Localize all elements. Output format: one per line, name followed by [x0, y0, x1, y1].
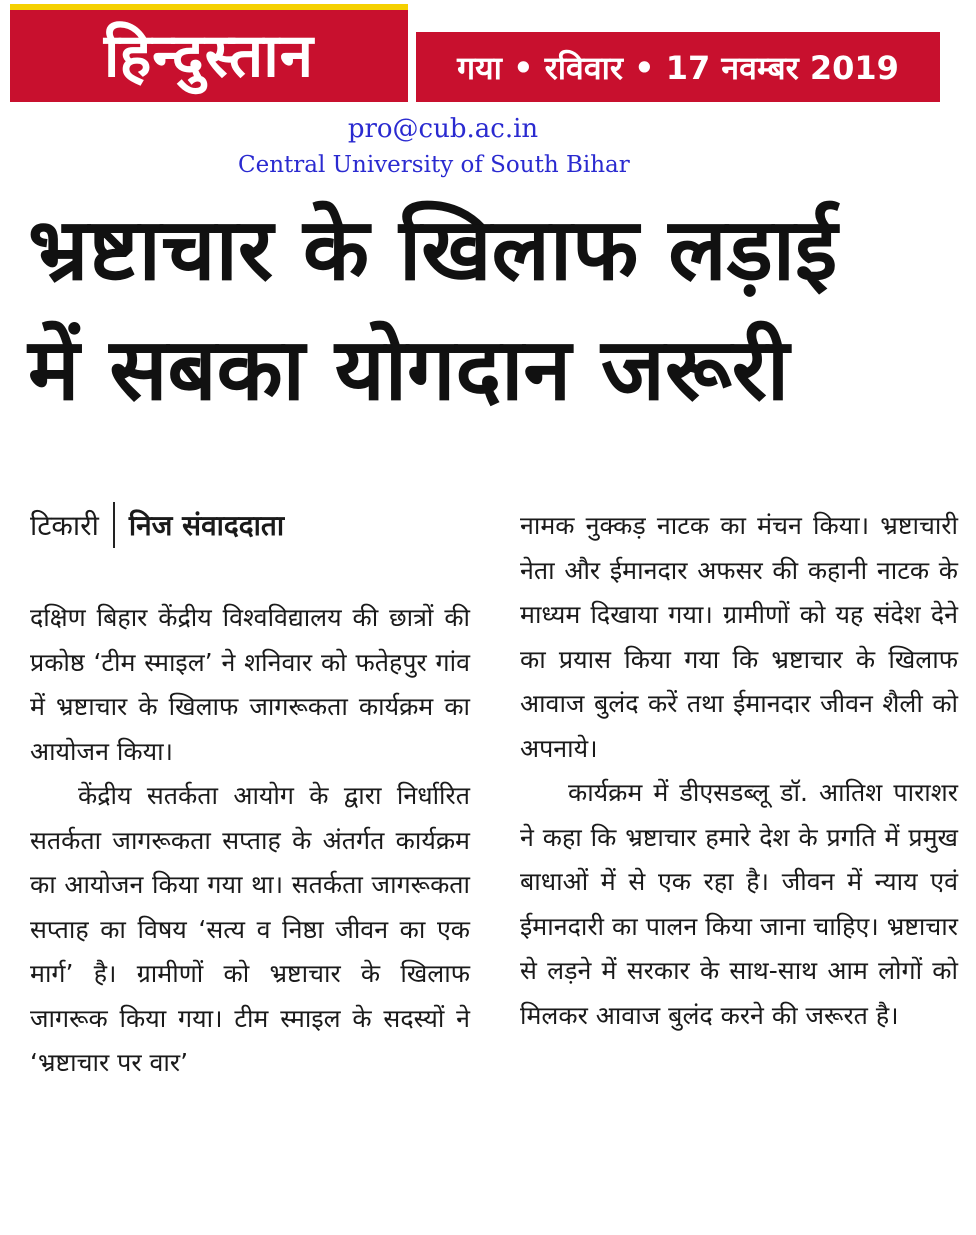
article-paragraph: नामक नुक्कड़ नाटक का मंचन किया। भ्रष्टाचारी नेता और ईमानदार अफसर की कहानी नाटक के माध्यम दिखाया गया। ग्रामीणों को यह संदेश देने का प्रयास किया गया कि भ्रष्टाचार के खिलाफ आवाज बुलंद करें तथा ईमानदार जीवन शैली को अपनाये। — [520, 511, 958, 763]
headline-line-1: भ्रष्टाचार के खिलाफ लड़ाई — [28, 200, 838, 300]
headline-line-2: में सबका योगदान जरूरी — [28, 320, 790, 420]
byline-reporter: निज संवाददाता — [128, 509, 285, 542]
article-column-right — [520, 504, 958, 1038]
article-column-left — [30, 596, 470, 1086]
article-paragraph: केंद्रीय सतर्कता आयोग के द्वारा निर्धारित सतर्कता जागरूकता सप्ताह के अंतर्गत कार्यक्रम का आयोजन किया गया था। सतर्कता जागरूकता सप्ताह का विषय ‘सत्य व निष्ठा जीवन का एक मार्ग’ है। ग्रामीणों को भ्रष्टाचार के खिलाफ जागरूक किया गया। टीम स्माइल के सदस्यों ने ‘भ्रष्टाचार पर वार’ — [30, 781, 470, 1077]
article-paragraph: कार्यक्रम में डीएसडब्लू डॉ. आतिश पाराशर ने कहा कि भ्रष्टाचार हमारे देश के प्रगति में प्रमुख बाधाओं में से एक रहा है। जीवन में न्याय एवं ईमानदारी का पालन किया जाना चाहिए। भ्रष्टाचार से लड़ने में सरकार के साथ-साथ आम लोगों को मिलकर आवाज बुलंद करने की जरूरत है। — [520, 778, 958, 1030]
article-paragraph: दक्षिण बिहार केंद्रीय विश्वविद्यालय की छात्रों की प्रकोष्ठ ‘टीम स्माइल’ ने शनिवार को फतेहपुर गांव में भ्रष्टाचार के खिलाफ जागरूकता कार्यक्रम का आयोजन किया। — [30, 603, 470, 766]
newspaper-name: हिन्दुस्तान — [103, 21, 315, 91]
newspaper-logo — [10, 10, 408, 102]
contact-organization: Central University of South Bihar — [238, 152, 630, 178]
byline-divider — [113, 502, 115, 548]
byline-place: टिकारी — [30, 509, 99, 542]
article-headline — [28, 190, 958, 430]
dateline: गया • रविवार • 17 नवम्बर 2019 — [457, 48, 899, 87]
contact-email: pro@cub.ac.in — [347, 114, 539, 144]
byline — [30, 500, 284, 550]
dateline-box — [416, 32, 940, 102]
